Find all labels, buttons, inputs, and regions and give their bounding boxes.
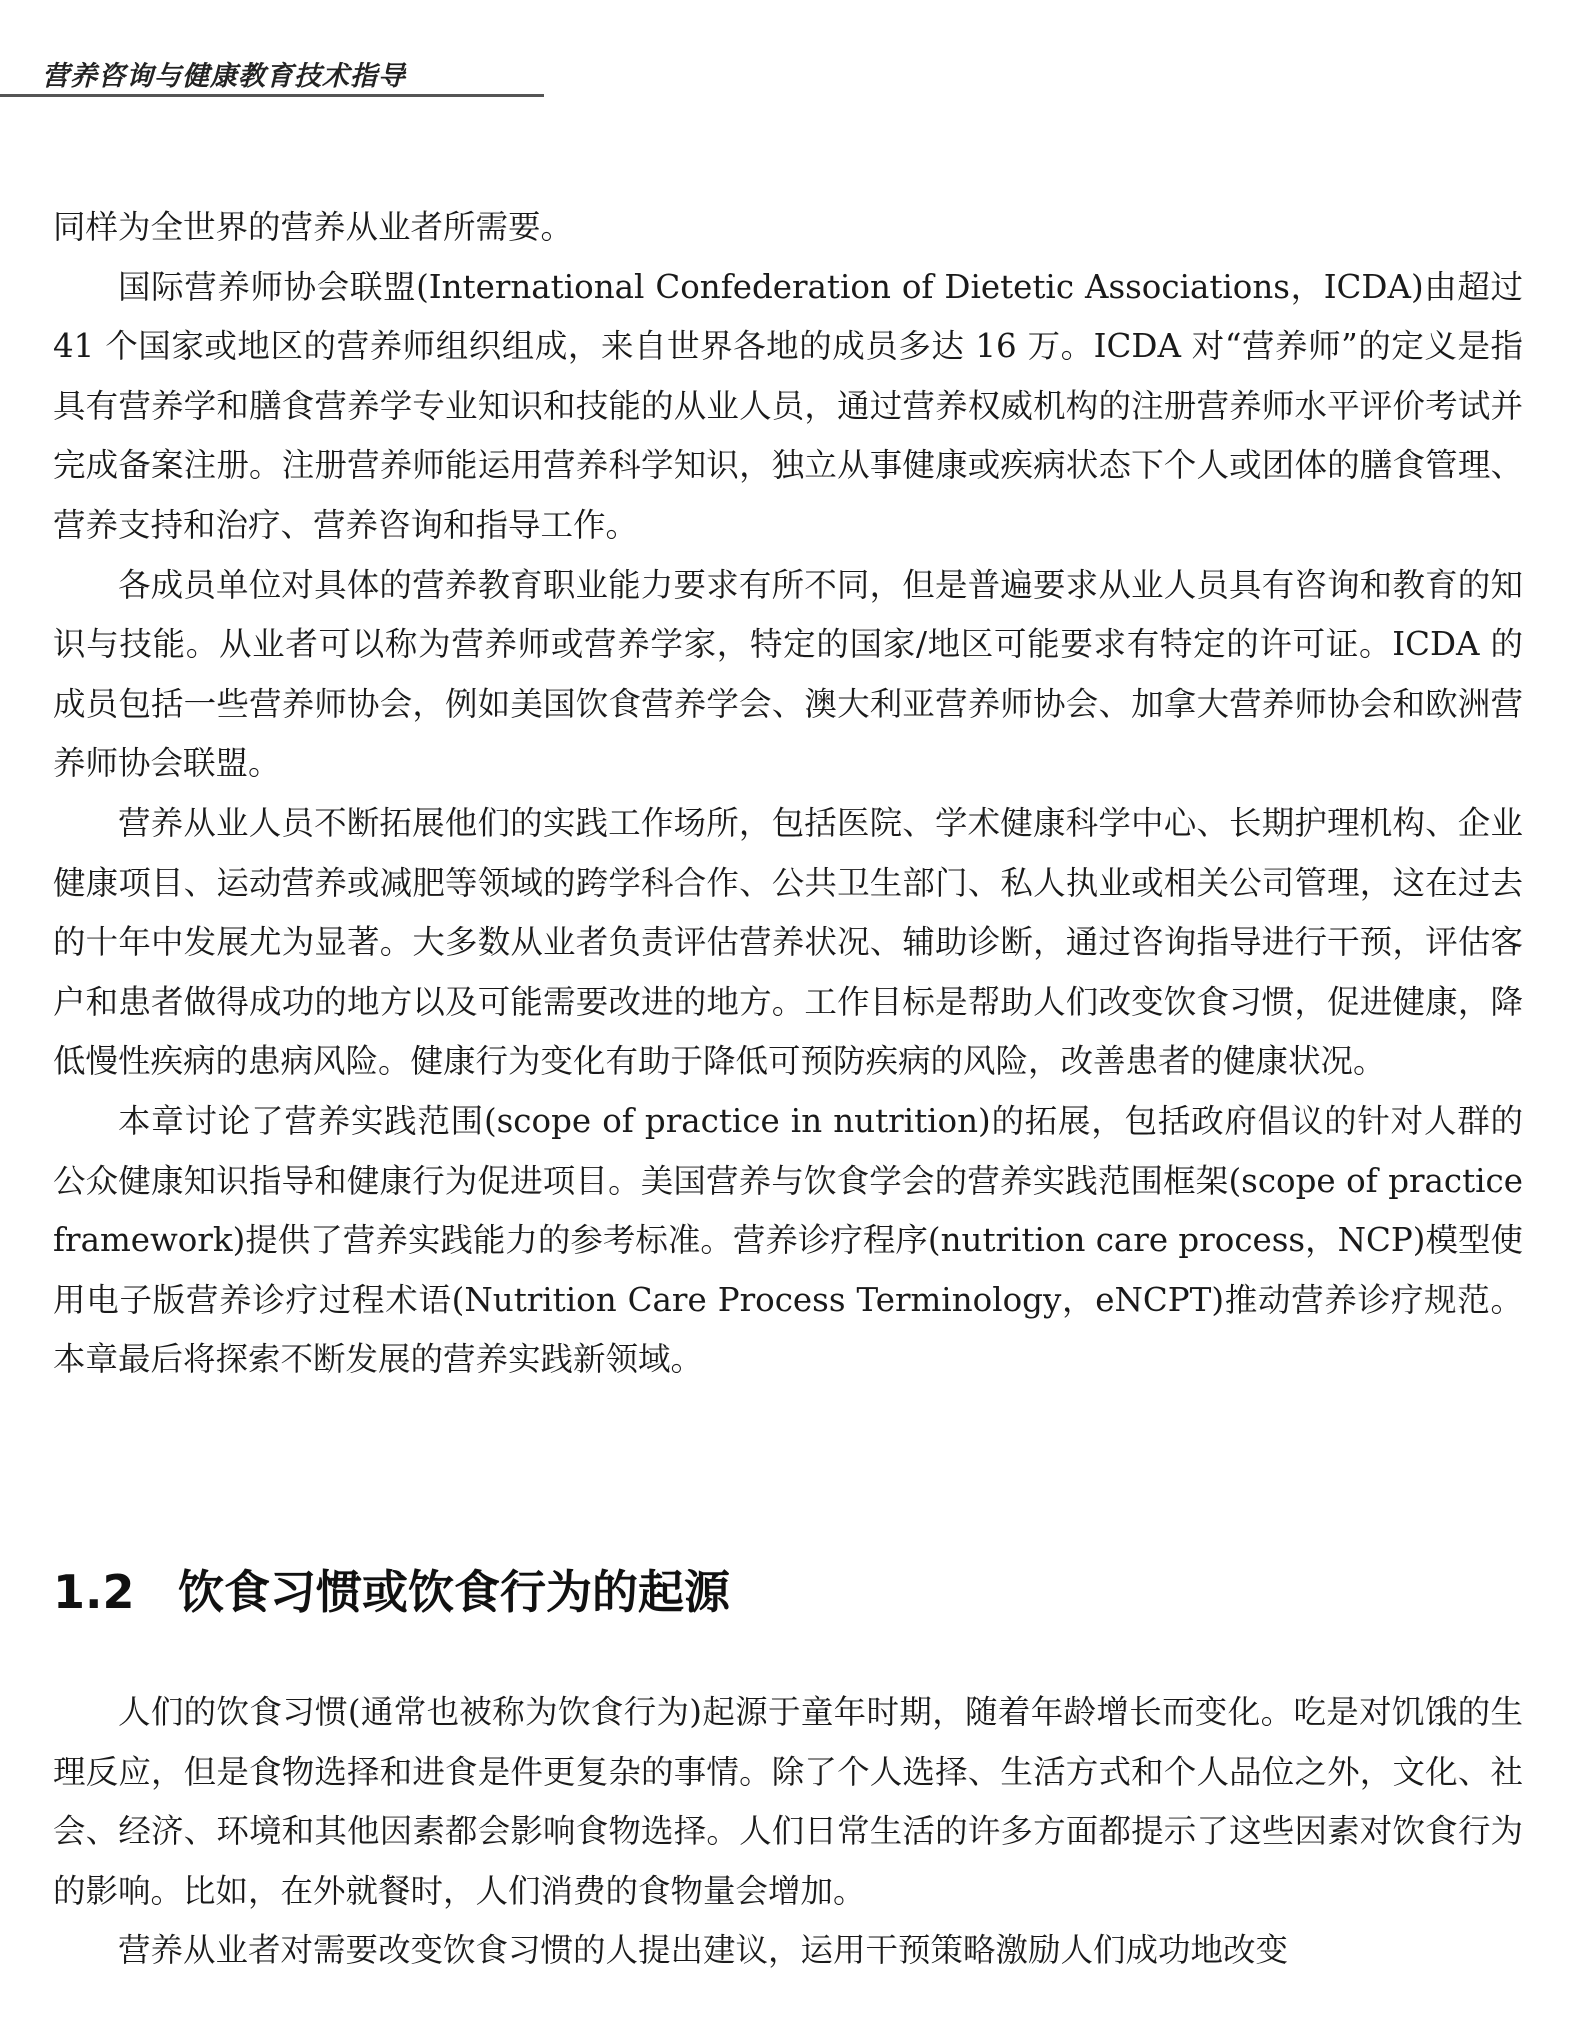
running-header: 营养咨询与健康教育技术指导 <box>42 61 406 92</box>
paragraph-chapter-overview: 本章讨论了营养实践范围(scope of practice in nutrition)的拓展，包括政府倡议的针对人群的公众健康知识指导和健康行为促进项目。美国营养与饮食学会的营养实践范围框架(scope of practice framework)提供了营养实践能力的参考标准。营养诊疗程序(nutrition care process，NCP)模型使用电子版营养诊疗过程术语(Nutrition Care Process Terminology，eNCPT)推动营养诊疗规范。本章最后将探索不断发展的营养实践新领域。 <box>53 1101 1523 1379</box>
paragraph-eating-habits-origin: 人们的饮食习惯(通常也被称为饮食行为)起源于童年时期，随着年龄增长而变化。吃是对饥饿的生理反应，但是食物选择和进食是件更复杂的事情。除了个人选择、生活方式和个人品位之外，文化、社会、经济、环境和其他因素都会影响食物选择。人们日常生活的许多方面都提示了这些因素对饮食行为的影响。比如，在外就餐时，人们消费的食物量会增加。 <box>53 1693 1523 1910</box>
paragraph-icda: 国际营养师协会联盟(International Confederation of Dietetic Associations，ICDA)由超过 41 个国家或地区的营养师组织组成，来自世界各地的成员多达 16 万。ICDA 对“营养师”的定义是指具有营养学和膳食营养学专业知识和技能的从业人员，通过营养权威机构的注册营养师水平评价考试并完成备案注册。注册营养师能运用营养科学知识，独立从事健康或疾病状态下个人或团体的膳食管理、营养支持和治疗、营养咨询和指导工作。 <box>53 267 1523 544</box>
section-number: 1.2 <box>53 1565 135 1619</box>
paragraph-practitioner-advice: 营养从业者对需要改变饮食习惯的人提出建议，运用干预策略激励人们成功地改变 <box>118 1931 1289 1970</box>
section-title: 饮食习惯或饮食行为的起源 <box>178 1565 730 1619</box>
section-body <box>53 1683 1523 1981</box>
header-rule <box>0 94 544 97</box>
paragraph-practice-settings: 营养从业人员不断拓展他们的实践工作场所，包括医院、学术健康科学中心、长期护理机构、企业健康项目、运动营养或减肥等领域的跨学科合作、公共卫生部门、私人执业或相关公司管理，这在过去的十年中发展尤为显著。大多数从业者负责评估营养状况、辅助诊断，通过咨询指导进行干预，评估客户和患者做得成功的地方以及可能需要改进的地方。工作目标是帮助人们改变饮食习惯，促进健康，降低慢性疾病的患病风险。健康行为变化有助于降低可预防疾病的风险，改善患者的健康状况。 <box>53 803 1523 1081</box>
intro-body <box>53 198 1523 1390</box>
paragraph-continuation: 同样为全世界的营养从业者所需要。 <box>53 208 574 246</box>
section-heading <box>53 1560 730 1624</box>
paragraph-member-requirements: 各成员单位对具体的营养教育职业能力要求有所不同，但是普遍要求从业人员具有咨询和教育的知识与技能。从业者可以称为营养师或营养学家，特定的国家/地区可能要求有特定的许可证。ICDA 的成员包括一些营养师协会，例如美国饮食营养学会、澳大利亚营养师协会、加拿大营养师协会和欧洲营养师协会联盟。 <box>53 565 1523 783</box>
